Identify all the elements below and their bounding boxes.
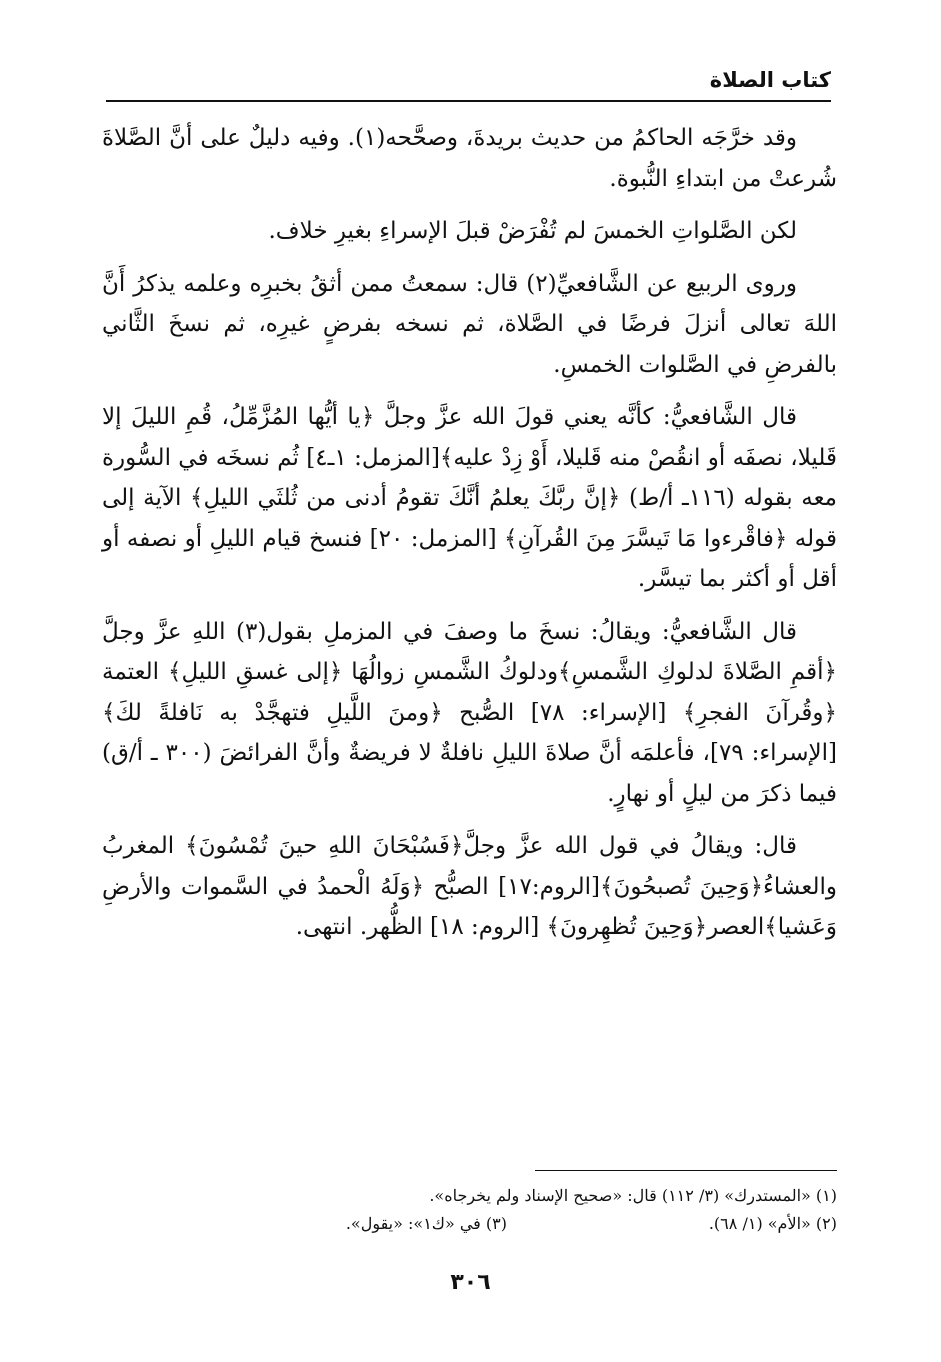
footnote-1: (١) «المستدرك» (٣/ ١١٢) قال: «صحيح الإسناد ولم يخرجاه». — [429, 1186, 837, 1205]
paragraph-4: قال الشَّافعيُّ: كأنَّه يعني قولَ الله عزَّ وجلَّ ﴿يا أيُّها المُزَّمِّلُ، قُمِ الليلَ إلا قَليلا، نصفَه أو انقُصْ منه قَليلا، أَوْ زِدْ عليه﴾[المزمل: ١ـ٤] ثُم نسخَه في السُّورة معه بقوله (١١٦ـ أ/ط) ﴿إنَّ ربَّكَ يعلمُ أنَّكَ تقومُ أدنى من ثُلثَي الليلِ﴾ الآية إلى قوله ﴿فاقْرءوا مَا تَيسَّرَ مِنَ القُرآنِ﴾ [المزمل: ٢٠] فنسخ قيام الليلِ أو نصفه أو أقل أو أكثر بما تيسَّر. — [102, 404, 838, 592]
running-header — [106, 62, 831, 102]
paragraph-2: لكن الصَّلواتِ الخمسَ لم تُفْرَضْ قبلَ الإسراءِ بغيرِ خلاف. — [268, 218, 797, 244]
paragraph-5: قال الشَّافعيُّ: ويقالُ: نسخَ ما وصفَ في المزملِ بقول(٣) اللهِ عزَّ وجلَّ ﴿أقمِ الصَّلاةَ لدلوكِ الشَّمسِ﴾ودلوكُ الشَّمسِ زوالُهَا ﴿إلى غسقِ الليلِ﴾ العتمة ﴿وقُرآنَ الفجرِ﴾ [الإسراء: ٧٨] الصُّبح ﴿ومنَ اللَّيلِ فتهجَّدْ به نَافلةً لكَ﴾ [الإسراء: ٧٩]، فأعلمَه أنَّ صلاةَ الليلِ نافلةٌ لا فريضةٌ وأنَّ الفرائضَ (٣٠٠ ـ أ/ق) فيما ذكرَ من ليلٍ أو نهارٍ. — [102, 618, 837, 807]
footnote-rule — [535, 1170, 837, 1171]
footnote-row — [102, 1210, 837, 1238]
paragraph-6: قال: ويقالُ في قول الله عزَّ وجلَّ﴿فَسُبْحَانَ اللهِ حينَ تُمْسُونَ﴾ المغربُ والعشاءُ﴿وَحِينَ تُصبحُونَ﴾[الروم:١٧] الصبُّح ﴿وَلَهُ الْحمدُ في السَّموات والأرضِ وَعَشيا﴾العصر﴿وَحِينَ تُظهِرونَ﴾ [الروم: ١٨] الظُّهر. انتهى. — [102, 833, 837, 940]
footnote-2: (٢) «الأم» (١/ ٦٨). — [708, 1214, 837, 1233]
footnote-3: (٣) في «ك١»: «يقول». — [345, 1214, 507, 1233]
paragraph-3: وروى الربيع عن الشَّافعيِّ(٢) قال: سمعتُ ممن أثقُ بخبرِه وعلمه يذكرُ أَنَّ اللهَ تعالى أنزلَ فرضًا في الصَّلاة، ثم نسخه بفرضٍ غيرِه، ثم نسخَ الثَّاني بالفرضِ في الصَّلوات الخمسِ. — [102, 270, 837, 378]
page-number: ٣٠٦ — [450, 1270, 491, 1295]
paragraph-1: وقد خرَّجَه الحاكمُ من حديث بريدةَ، وصحَّحه(١). وفيه دليلٌ على أنَّ الصَّلاةَ شُرعتْ من ابتداءِ النُّبوة. — [102, 125, 837, 192]
footnotes — [102, 1182, 837, 1238]
main-text — [102, 118, 837, 960]
header-rule — [106, 100, 831, 102]
page-title: كتاب الصلاة — [709, 68, 831, 92]
